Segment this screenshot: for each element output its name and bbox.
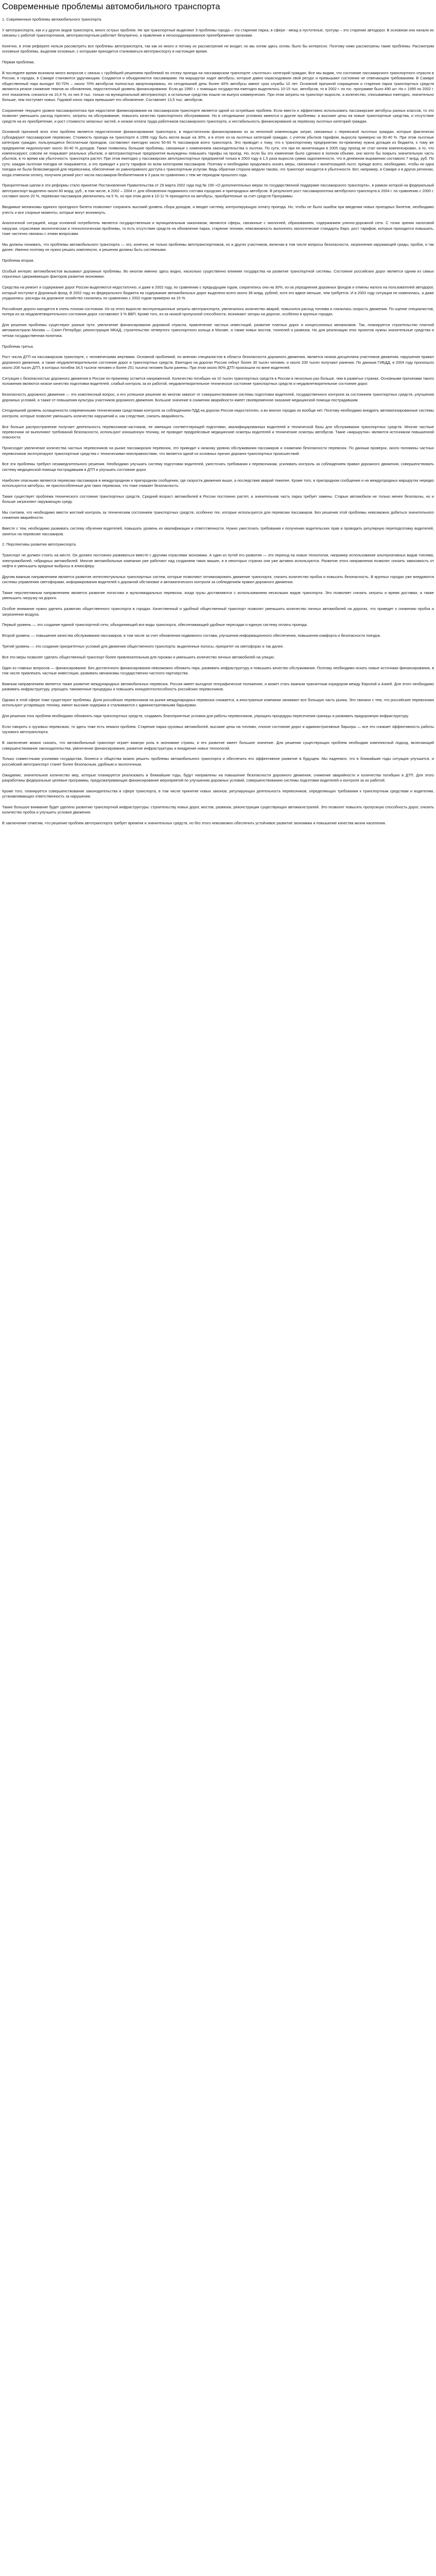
paragraph: Наиболее опасными являются перевозки пассажиров в междугородном и пригородном сообщении, где скорости движения выше, а последствия аварий тяжелее. Кроме того, в пригородном сообщении и на междугородных маршрутах нередко используются автобусы, не приспособленные для таких перевозок, что тоже снижает безопасность. bbox=[2, 478, 434, 488]
paragraph: Важным направлением является также развитие международных автомобильных перевозок. Россия имеет выгодное географическое положение, и может стать важным транзитным коридором между Европой и Азией. Для этого необходимо развивать инфраструктуру, упрощать таможенные процедуры и повышать конкурентоспособность российских перевозчиков. bbox=[2, 681, 434, 692]
paragraph: Безопасность дорожного движения — это комплексный вопрос, и его успешное решение во многом зависит от совершенствования системы подготовки водителей, государственного контроля за состоянием транспортных средств, улучшения дорожных условий, а также от повышения культуры участников дорожного движения. Большое значение в снижении аварийности имеет своевременное оказание медицинской помощи пострадавшим. bbox=[2, 392, 434, 402]
paragraph: Проблема вторая. bbox=[2, 258, 34, 263]
paragraph: Транспорт не должен стоять на месте. Он должен постоянно развиваться вместе с другими отраслями экономики. А один из путей его развития — это переход на новые технологии, например использование альтернативных видов топлива, электромобилей, гибридных автомобилей. Многие автомобильные компании уже работают над созданием таких машин, и в некоторых странах они уже активно используются. Развитие этого направления позволит снизить зависимость от нефти и уменьшить вредные выбросы в атмосферу. bbox=[2, 553, 434, 568]
paragraph: Также большое внимание будет уделено развитию транспортной инфраструктуры: строительству новых дорог, мостов, развязок, реконструкции существующих автомагистралей. Это позволит повысить пропускную способность дорог, снизить количество пробок и улучшить условия движения. bbox=[2, 805, 434, 815]
paragraph: Если говорить о грузовых перевозках, то здесь тоже есть немало проблем. Старение парка грузовых автомобилей, высокие цены на топливо, плохое состояние дорог и административные барьеры — все это снижает эффективность работы грузового автотранспорта. bbox=[2, 724, 434, 735]
paragraph: Для решения проблемы существуют разные пути: увеличение финансирования дорожной отрасли, привлечение частных инвестиций, развитие платных дорог и концессионных механизмов. Так, планируется строительство платной автомагистрали Москва — Санкт-Петербург, реконструкция МКАД, строительство четвертого транспортного кольца в Москве, а также новых мостов, тоннелей и развязок. Но для реализации этих проектов нужны значительные средства и четкая государственная политика. bbox=[2, 322, 434, 338]
paragraph: Происходит увеличение количества частных перевозчиков на рынке пассажирских перевозок, это приводит к низкому уровню обслуживания пассажиров и снижению безопасности перевозок. По данным проверок, около половины частных перевозчиков эксплуатируют транспортные средства с техническими неисправностями, что является одной из основных причин дорожно-транспортных происшествий. bbox=[2, 446, 434, 456]
paragraph: В заключение отметим, что решение проблем автотранспорта требует времени и значительных средств, но без этого невозможно обеспечить устойчивое развитие экономики и повышение качества жизни населения. bbox=[2, 821, 386, 826]
paragraph: В последнее время возникла много вопросов с связью с грубейшей решением проблемой по отсеку проезда на пассажирском транспорте «льготных» категорий граждан. Все мы видим, что состояние пассажирского транспортного отрасли в России, в городах, в Самаре становится удручающим. Создаются и объединяются пассажирами. На маршрутах ходят автобусы, которые давно израсходовали свой ресурс и превышают состояние не отвечающем требованиям. В Самаре общественный парк выходит 60-70% – около 70% автобусов полностью амортизированы, по сегодняшний день более 40% автобусы имеют срок службы 10 лет. Основной причиной сокращения и старения парка транспортных средств являются резкое снижение темпов их обновления, недостаточный уровень финансирования. Если до 1990 г. с помощью государства ежегодно выделялось 10-15 тыс. автобусов, то в 2002 г. по гос. программе было 490 шт. Но с 1995 по 2002 г. этот показатель снизился на 10,4 %, из них 8 тыс. только на муниципальный автотранспорт, а остальные средства пошли на выпуск коммерческих. При этом затраты на транспорт выросли, а количество, списываемых ежегодно, значительно больше, чем поступает новых. Годовой износ парка превышает его обновление. Составляет 13,5 тыс. автобусов. bbox=[2, 71, 434, 103]
paragraph: Только совместными усилиями государства, бизнеса и общества можно решить проблемы автомобильного транспорта и обеспечить его эффективное развитие в будущем. Мы надеемся, что в ближайшие годы ситуация улучшится, и российский автотранспорт станет более безопасным, удобным и экологичным. bbox=[2, 756, 434, 767]
paragraph: Третий уровень — это создание приоритетных условий для движения общественного транспорта: выделенные полосы, приоритет на светофорах и так далее. bbox=[2, 643, 284, 649]
paragraph: Все эти проблемы требуют незамедлительного решения. Необходимо улучшать систему подготовки водителей, ужесточать требования к перевозчикам, усиливать контроль за соблюдением правил дорожного движения, совершенствовать систему медицинской помощи пострадавшим в ДТП и улучшать состояние дорог. bbox=[2, 462, 434, 472]
paragraph: Все больше распространение получает деятельность перевозчиков-частников, не имеющих соответствующей подготовки, квалифицированных водителей и технической базы для обслуживания транспортных средств. Многие частные перевозчики не выполняют требований безопасности, используют изношенную технику, не проводят предрейсовые медицинские осмотры водителей и технические осмотры автобусов. Такие «маршрутки» являются источником повышенной опасности. bbox=[2, 424, 434, 440]
paragraph: Все эти меры позволят сделать общественный транспорт более привлекательным для горожан и уменьшить количество личных автомобилей на улицах. bbox=[2, 654, 275, 659]
document-title: Современные проблемы автомобильного транспорта bbox=[2, 2, 220, 11]
paragraph: Один из главных вопросов — финансирование. Без достаточного финансирования невозможно обновить парк, развивать инфраструктуру и повышать качество обслуживания. Поэтому необходимо искать новые источники финансирования, в том числе привлекать частные инвестиции, развивать механизмы государственно-частного партнерства. bbox=[2, 665, 434, 675]
paragraph: Сегодняшний уровень оснащенности современными техническими средствами контроля за соблюдением ПДД на дорогах России недостаточен, а во многих городах их вообще нет. Поэтому необходимо внедрять автоматизированные системы контроля, которые позволят уменьшить количество нарушений и, как следствие, снизить аварийность. bbox=[2, 408, 434, 418]
paragraph: Приоритетным шагом в эти реформы стало принятие Постановления Правительства от 29 марта 2002 года под № 190 «О дополнительных мерах по государственной поддержке пассажирского транспорта», в рамках которой на федеральный автотранспорт выделено около 60 млрд. руб., в том числе, в 2002 – 2004 гг. для обновления подвижного состава городских и пригородных автобусов. В результате рост пассажиропотока автобусного транспорта в 2004 г. по сравнению с 2000 г. составил около 20 %, перевозки пассажиров увеличились на 5 %, но при этом доля в 10-11 % приходится на автобусы, приобретенные за счет средств Программы. bbox=[2, 183, 434, 199]
paragraph: Вводимые механизмы единого проездного билета позволяют сохранить высокий уровень сбора доходов, и вводят систему, контролирующую оплату проезда. Но, чтобы не было ошибок при введении новых проездных билетов, необходимо учесть и все спорные моменты, которые могут возникнуть. bbox=[2, 205, 434, 215]
paragraph: Мы считаем, что необходимо ввести жесткий контроль за техническим состоянием транспортных средств, особенно тех, которые используются для перевозки пассажиров. Без решения этой проблемы невозможно добиться значительного снижения аварийности. bbox=[2, 510, 434, 520]
paragraph: Особый интерес автомобилистов вызывают дорожные проблемы. Во многом именно здесь видно, насколько существенно влияние государства на развитие транспортной системы. Состояние российских дорог является одним из самых серьезных сдерживающих факторов развития экономики. bbox=[2, 268, 434, 279]
paragraph: 1. Современные проблемы автомобильного транспорта. bbox=[2, 17, 102, 22]
document-body bbox=[2, 17, 434, 826]
paragraph: Кроме того, планируется совершенствование законодательства в сфере транспорта, в том числе принятие новых законов, регулирующих деятельность перевозчиков, определяющих требования к транспортным средствам и водителям, устанавливающих ответственность за нарушения. bbox=[2, 788, 434, 799]
paragraph: Также существует проблема технического состояния транспортных средств. Средний возраст автомобилей в России постоянно растет, а значительная часть парка требует замены. Старые автомобили не только менее безопасны, но и больше загрязняют окружающую среду. bbox=[2, 494, 434, 504]
paragraph: Средства на ремонт и содержание дорог России выделяются недостаточно, и даже в 2002 году, по сравнению с предыдущим годом, сократились они на 30%, из-за упразднения дорожных фондов и отмены налога на пользователей автодорог, который поступал в Дорожный фонд. В 2002 году из федерального бюджета на содержание автомобильных дорог выделено всего около 38 млрд. рублей, хотя это вдвое меньше, чем требуется. И в 2003 году ситуация не изменилась, а даже ухудшилась: расходы на дорожное хозяйство снизились по сравнению с 2002 годом примерно на 15 %. bbox=[2, 285, 434, 300]
paragraph: Мы должны понимать, что проблемы автомобильного транспорта — это, конечно, не только проблемы автотранспортников, но и других участников, включая в том числе вопросы безопасности, загрязнения окружающей среды, пробок, и так далее. Именно поэтому их нужно решать комплексно, и решения должны быть системными. bbox=[2, 242, 434, 252]
paragraph: Первый уровень — это создание единой транспортной сети, объединяющей все виды транспорта, обеспечивающей удобные пересадки и единую систему оплаты проезда. bbox=[2, 622, 308, 628]
paragraph: Рост числа ДТП на пассажирском транспорте, с человеческими жертвами. Основной проблемой, по мнению специалистов в области безопасности дорожного движения, является низкая дисциплина участников движения, нарушения правил дорожного движения, а также неудовлетворительное состояние дорог и транспортных средств. Ежегодно на дорогах России гибнут более 30 тысяч человек, и около 200 тысяч получают ранения. По данным ГИБДД, в 2004 году произошло около 208 тысяч ДТП, в которых погибли 34,5 тысячи человек и более 251 тысяча человек были ранены. При этом около 80% ДТП произошли по вине водителей. bbox=[2, 354, 434, 370]
paragraph: Российские дороги находятся в очень плохом состоянии. Из-за этого выросли эксплуатационные затраты автотранспорта, увеличилось количество аварий, повысился расход топлива и снизилась скорость движения. По оценке специалистов, потери из-за неудовлетворительного состояния дорог составляют 3 % ВВП. Кроме того, из-за низкой пропускной способности, возникают заторы на дорогах, особенно в крупных городах. bbox=[2, 306, 434, 317]
paragraph: Первая проблема. bbox=[2, 60, 35, 65]
paragraph: Сохранение текущего уровня пассажиропотока при недостатке финансирования на пассажирском транспорте является одной из острейших проблем. Если ввести и эффективно использовать пассажирские автобусы разных классов, то это позволит уменьшить расход горючего, затраты на обслуживание, повысить качество транспортного обслуживания. Но в сегодняшних условиях имеются и другие проблемы: и высокие цены на новые транспортные средства, и отсутствие средств на их приобретение, и рост стоимости запасных частей, и низкая оплата труда работников пассажирского транспорта, и нестабильность финансирования за перевозку льготных категорий граждан. bbox=[2, 108, 434, 124]
paragraph: Также перспективным направлением является развитие логистики и мультимодальных перевозок, когда грузы доставляются с использованием нескольких видов транспорта. Это позволяет снизить затраты и время доставки, а также уменьшить нагрузку на дороги. bbox=[2, 590, 434, 601]
paragraph: В заключение можно сказать, что автомобильный транспорт играет важную роль в экономике страны, и его развитие имеет большое значение. Для решения существующих проблем необходим комплексный подход, включающий совершенствование законодательства, увеличение финансирования, развитие инфраструктуры и внедрение новых технологий. bbox=[2, 740, 434, 751]
paragraph: Особое внимание нужно уделить развитию общественного транспорта в городах. Качественный и удобный общественный транспорт позволит уменьшить количество личных автомобилей на дорогах, что приведет к снижению пробок и загрязнения воздуха. bbox=[2, 606, 434, 617]
paragraph: Аналогичной ситуацией, когда основной потребитель является государственным и муниципальным заказчиком, являются сферы, связанные с экологией, образованием, содержанием улично-дорожной сети. С точки зрения налоговой нагрузки, отраслевая экологическая и технологическая проблемы, то есть отсутствие средств на обновление парка, старение техники, невозможность выполнять экологические стандарты Евро, рост тарифов, которые приходится повышать, тоже частично связаны с этими вопросами. bbox=[2, 221, 434, 236]
paragraph: Ситуация с безопасностью дорожного движения в России по-прежнему остается напряженной. Количество погибших на 10 тысяч транспортных средств в России в несколько раз больше, чем в развитых странах. Основными причинами такого положения являются низкое качество подготовки водителей, слабый контроль за их работой, неудовлетворительное техническое состояние транспортных средств и неудовлетворительное состояние дорог. bbox=[2, 376, 434, 386]
document-page bbox=[0, 0, 436, 826]
paragraph: Для решения этих проблем необходимо обновлять парк транспортных средств, создавать благоприятные условия для работы перевозчиков, упрощать процедуры пересечения границы и развивать придорожную инфраструктуру. bbox=[2, 714, 409, 719]
paragraph: Вместе с тем, необходимо развивать систему обучения водителей, повышать уровень их квалификации и ответственности. Нужно ужесточать требования к получению водительских прав и проводить регулярную переподготовку водителей, занятых на перевозке пассажиров. bbox=[2, 526, 434, 536]
paragraph: Второй уровень — повышение качества обслуживания пассажиров, в том числе за счет обновления подвижного состава, улучшения информационного обеспечения, повышения комфорта и безопасности поездок. bbox=[2, 633, 381, 638]
paragraph: Проблема третья. bbox=[2, 344, 34, 349]
paragraph: Ожидаемо, значительное количество мер, которые планируется реализовать в ближайшие годы, будут направлены на повышение безопасности дорожного движения, снижение аварийности и количества погибших в ДТП. Для этого разработаны федеральные целевые программы, предусматривающие финансирование мероприятий по улучшению дорожных условий, совершенствованию системы подготовки водителей и контроля за их работой. bbox=[2, 772, 434, 783]
paragraph: 2. Перспективы развития автотранспорта. bbox=[2, 542, 77, 547]
paragraph: Основной причиной всех этих проблем является недостаточное финансирование транспорта, в недостаточном финансировании из за неполной компенсации затрат, связанных с перевозкой льготных граждан, которые фактически субсидируют пассажирские перевозки. Стоимость проезда на транспорте в 1999 году быть могла выше на 30%, а в итоге из-за льготных категорий граждан, с учетом убытков тарифом, выросла примерно на 30-40 %. При этом льготные категории граждан, пользующиеся бесплатным проездом, составляют ежегодно около 50-60 % пассажиров всего транспорта. Это приводит к тому, что к транспортному предприятию по-прежнему нужна дотация из бюджета, к тому же предприятие недополучает около 30-40 % доходов. Также появились большие проблемы, связанные с изменением законодательства о льготах. По сути, что при ее монетизации в 2005 году проезд не стал ничем компенсирован, а то, что компенсируют, совсем не покрывает реальных убытков, и автотранспортные предприятия вынуждены повышать тарифы на проезд. Но, если бы это изменение было сделано в полном объеме, оно могло бы покрыть значительную часть убытков, в то время как убыточность транспорта растет. При этом ежегодно у пассажирских автотранспортных предприятий только в 2003 году в 1,5 раза выросла сумма задолженности, что в денежном выражении составило 7 млрд. руб. По сути, каждая льготная поездка не покрывается, а это приводит к росту тарифов по всем категориям пассажиров. Поэтому и необходимо продолжать искать меры, связанные с монетизацией льгот, прежде всего, необходимо, чтобы ни одна поездка не была безвозмездной для перевозчика, обеспечение их равноправного доступа к транспортным услугам. Ведь обратная сторона медали такова, что транспорт находится в убыточности. Вот, например, в Самаре и в других регионах, когда отменили оплату, получили резкий рост числа пассажиров-безбилетников в 3 раза по сравнению с тем же периодом прошлого года. bbox=[2, 129, 434, 177]
paragraph: Другим важным направлением является развитие интеллектуальных транспортных систем, которые позволяют оптимизировать движение транспорта, снизить количество пробок и повысить безопасность. В крупных городах уже внедряются системы управления светофорами, информирования водителей о дорожной обстановке и автоматического контроля за соблюдением правил дорожного движения. bbox=[2, 574, 434, 585]
paragraph: Однако в этой сфере тоже существуют проблемы. Доля российских перевозчиков на рынке международных перевозок снижается, а иностранные компании занимают все большую часть рынка. Это связано с тем, что российские перевозчики используют устаревшую технику, имеют высокие издержки и сталкиваются с административными барьерами. bbox=[2, 697, 434, 708]
paragraph: Конечно, в этом реферате нельзя рассмотреть все проблемы автотранспорта, так как их много и потому их рассмотрение не входит, но мы хотим здесь хотим, было бы интересно. Поэтому ниже рассмотрены такие проблемы: Рассмотрим основные проблемы, выделим основные, с которыми приходится сталкиваться автотранспорту в настоящее время. bbox=[2, 44, 434, 54]
paragraph: У автотранспорта, как и у других видов транспорта, много острых проблем. Не зря транспортные выделяют 3 проблемы города – это старение парка, в сфере - межд а пустотелые, тротуар – это старение автодорог. В основном они начали их связаны с работой транспортников, автотранспортным работает безупречно, а правление и нескоординированное пренебрежение органами. bbox=[2, 27, 434, 38]
